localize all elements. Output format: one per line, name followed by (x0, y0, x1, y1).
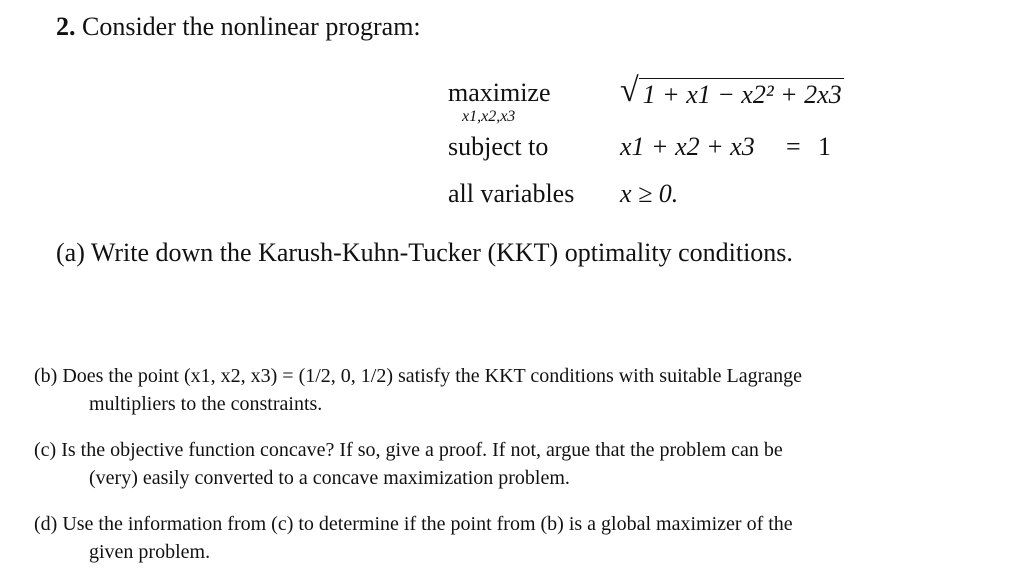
part-a (56, 238, 793, 268)
part-a-text: Write down the Karush-Kuhn-Tucker (KKT) optimality conditions. (90, 238, 793, 267)
objective-function (620, 74, 844, 110)
part-b-line1: Does the point (x1, x2, x3) = (1/2, 0, 1/2) satisfy the KKT conditions with suitable Lagrange (62, 365, 803, 387)
part-b-label: (b) (34, 365, 58, 387)
problem-heading (56, 12, 421, 42)
maximize-label: maximize (448, 78, 551, 107)
part-d-line2: given problem. (89, 541, 211, 563)
problem-title: Consider the nonlinear program: (82, 12, 421, 41)
maximize-vars: x1,x2,x3 (462, 108, 516, 125)
constraint-lhs: x1 + x2 + x3 (620, 132, 755, 161)
part-b-line2: multipliers to the constraints. (89, 393, 323, 415)
subject-to-label: subject to (448, 132, 549, 161)
constraint-rhs: 1 (818, 132, 831, 161)
part-c-label: (c) (34, 439, 57, 461)
part-c-line1: Is the objective function concave? If so, give a proof. If not, argue that the problem can be (61, 439, 783, 461)
part-d (34, 510, 793, 566)
part-c (34, 436, 783, 492)
part-a-label: (a) (56, 238, 85, 267)
objective-radicand: 1 + x1 − x2² + 2x3 (639, 78, 844, 110)
part-c-line2: (very) easily converted to a concave maximization problem. (89, 467, 570, 489)
problem-number: 2. (56, 12, 76, 41)
sqrt-symbol: √ (620, 72, 639, 109)
part-d-line1: Use the information from (c) to determine if the point from (b) is a global maximizer of the (62, 513, 793, 535)
nonnegativity-constraint: x ≥ 0. (620, 179, 679, 208)
part-b (34, 362, 802, 418)
constraint-relation: = (786, 132, 801, 161)
part-d-label: (d) (34, 513, 58, 535)
all-variables-label: all variables (448, 179, 575, 208)
